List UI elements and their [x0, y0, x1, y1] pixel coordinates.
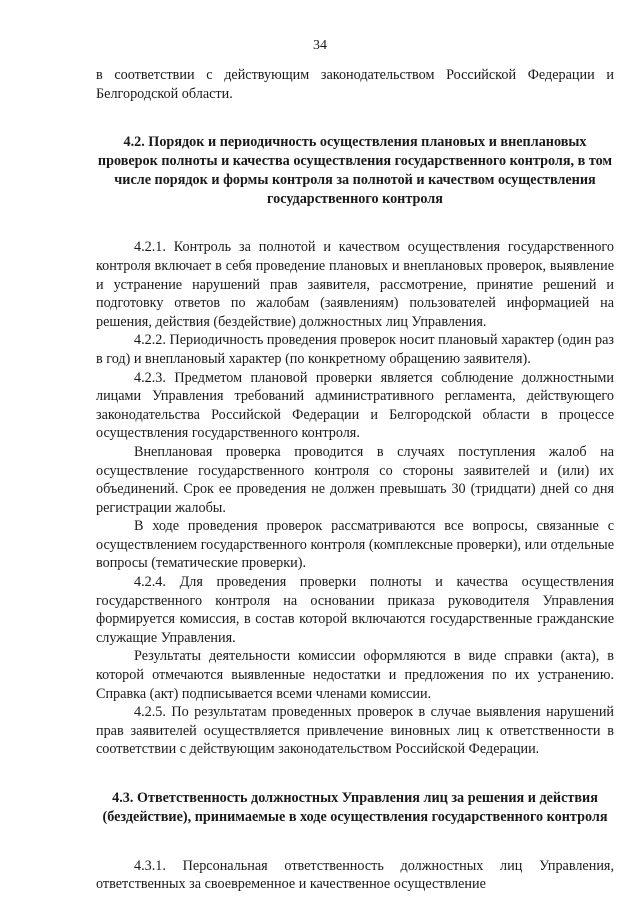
- spacer: [96, 759, 614, 789]
- body-paragraph: 4.2.3. Предметом плановой проверки является соблюдение должностными лицами Управления требований административного регламента, действующего законодательства Российской Федерации и Белгородской области в процессе осуществления государственного контроля.: [96, 369, 614, 442]
- body-paragraph: 4.2.1. Контроль за полнотой и качеством осуществления государственного контроля включает в себя проведение плановых и внеплановых проверок, выявление и устранение нарушений прав заявителя, рассмотрение, принятие решений и подготовку ответов по жалобам (заявлениям) пользователей информацией на решения, действия (бездействие) должностных лиц Управления.: [96, 239, 614, 330]
- body-paragraph: 4.2.4. Для проведения проверки полноты и качества осуществления государственного контроля на основании приказа руководителя Управления формируется комиссия, в состав которой включаются государственные гражданские служащие Управления.: [96, 574, 614, 646]
- spacer: [96, 103, 614, 133]
- spacer: [96, 827, 614, 857]
- body-paragraph: 4.2.5. По результатам проведенных проверок в случае выявления нарушений прав заявителей осуществляется привлечение виновных лиц к ответственности в соответствии с действующим законодательством Российской Федерации.: [96, 704, 614, 758]
- body-paragraph: 4.3.1. Персональная ответственность должностных лиц Управления, ответственных за своевременное и качественное осуществление: [96, 857, 614, 893]
- section-heading: 4.3. Ответственность должностных Управления лиц за решения и действия (бездействие), принимаемые в ходе осуществления государственного контроля: [102, 790, 608, 825]
- body-paragraph: В ходе проведения проверок рассматриваются все вопросы, связанные с осуществлением государственного контроля (комплексные проверки), или отдельные вопросы (тематические проверки).: [96, 518, 614, 572]
- page-number: 34: [313, 38, 327, 53]
- body-paragraph: 4.2.2. Периодичность проведения проверок носит плановый характер (один раз в год) и внеплановый характер (по конкретному обращению заявителя).: [96, 332, 614, 367]
- page-content: [96, 66, 614, 894]
- body-paragraph: Внеплановая проверка проводится в случаях поступления жалоб на осуществление государственного контроля со стороны заявителей и (или) их объединений. Срок ее проведения не должен превышать 30 (тридцати) дней со дня регистрации жалобы.: [96, 443, 614, 516]
- spacer: [96, 208, 614, 238]
- section-heading: 4.2. Порядок и периодичность осуществления плановых и внеплановых проверок полноты и качества осуществления государственного контроля, в том числе порядок и формы контроля за полнотой и качеством осуществления государственного контроля: [97, 134, 613, 207]
- body-paragraph: в соответствии с действующим законодательством Российской Федерации и Белгородской области.: [96, 67, 614, 102]
- body-paragraph: Результаты деятельности комиссии оформляются в виде справки (акта), в которой отмечаются выявленные недостатки и предложения по их устранению. Справка (акт) подписывается всеми членами комиссии.: [96, 648, 614, 702]
